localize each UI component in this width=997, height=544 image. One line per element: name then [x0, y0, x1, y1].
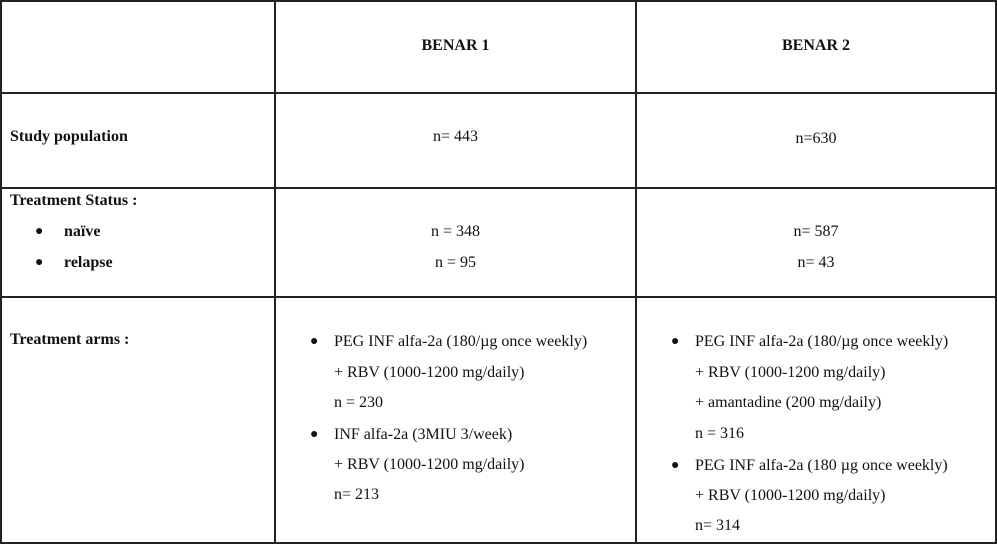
bullet-icon: ● [35, 255, 44, 270]
row-divider-1 [0, 92, 997, 94]
status-item-relapse: relapse [64, 254, 113, 271]
arm-line: + RBV (1000-1200 mg/daily) [695, 487, 886, 504]
bullet-icon: ● [35, 224, 44, 239]
header-benar2: BENAR 2 [781, 37, 850, 54]
arm-line: + RBV (1000-1200 mg/daily) [334, 364, 525, 381]
bullet-icon: ● [310, 334, 319, 349]
arm-line: INF alfa-2a (3MIU 3/week) [334, 426, 513, 443]
arm-line: n = 230 [334, 394, 384, 411]
bullet-icon: ● [310, 427, 319, 442]
arm-line: + amantadine (200 mg/daily) [695, 394, 882, 411]
status-benar1-relapse: n = 95 [434, 254, 477, 271]
arm-line: n= 213 [334, 486, 380, 503]
row-divider-3 [0, 296, 997, 298]
arm-line: PEG INF alfa-2a (180/µg once weekly) [334, 333, 588, 350]
arm-line: n = 316 [695, 425, 745, 442]
row-label-status: Treatment Status : [10, 192, 138, 209]
arm-line: + RBV (1000-1200 mg/daily) [334, 456, 525, 473]
status-benar1-naive: n = 348 [430, 223, 481, 240]
table-border-top [0, 0, 997, 2]
bullet-icon: ● [671, 458, 680, 473]
arm-line: PEG INF alfa-2a (180/µg once weekly) [695, 333, 949, 350]
status-benar2-relapse: n= 43 [797, 254, 835, 271]
bullet-icon: ● [671, 334, 680, 349]
row-label-arms: Treatment arms : [10, 331, 130, 348]
status-item-naive: naïve [64, 223, 101, 240]
header-benar1: BENAR 1 [421, 37, 490, 54]
population-benar2: n=630 [795, 130, 837, 147]
row-label-population: Study population [10, 128, 128, 145]
row-divider-2 [0, 187, 997, 189]
table-border-left [0, 0, 2, 544]
arm-line: PEG INF alfa-2a (180 µg once weekly) [695, 457, 948, 474]
arm-line: n= 314 [695, 517, 741, 534]
population-benar1: n= 443 [432, 128, 479, 145]
arm-line: + RBV (1000-1200 mg/daily) [695, 364, 886, 381]
status-benar2-naive: n= 587 [793, 223, 839, 240]
